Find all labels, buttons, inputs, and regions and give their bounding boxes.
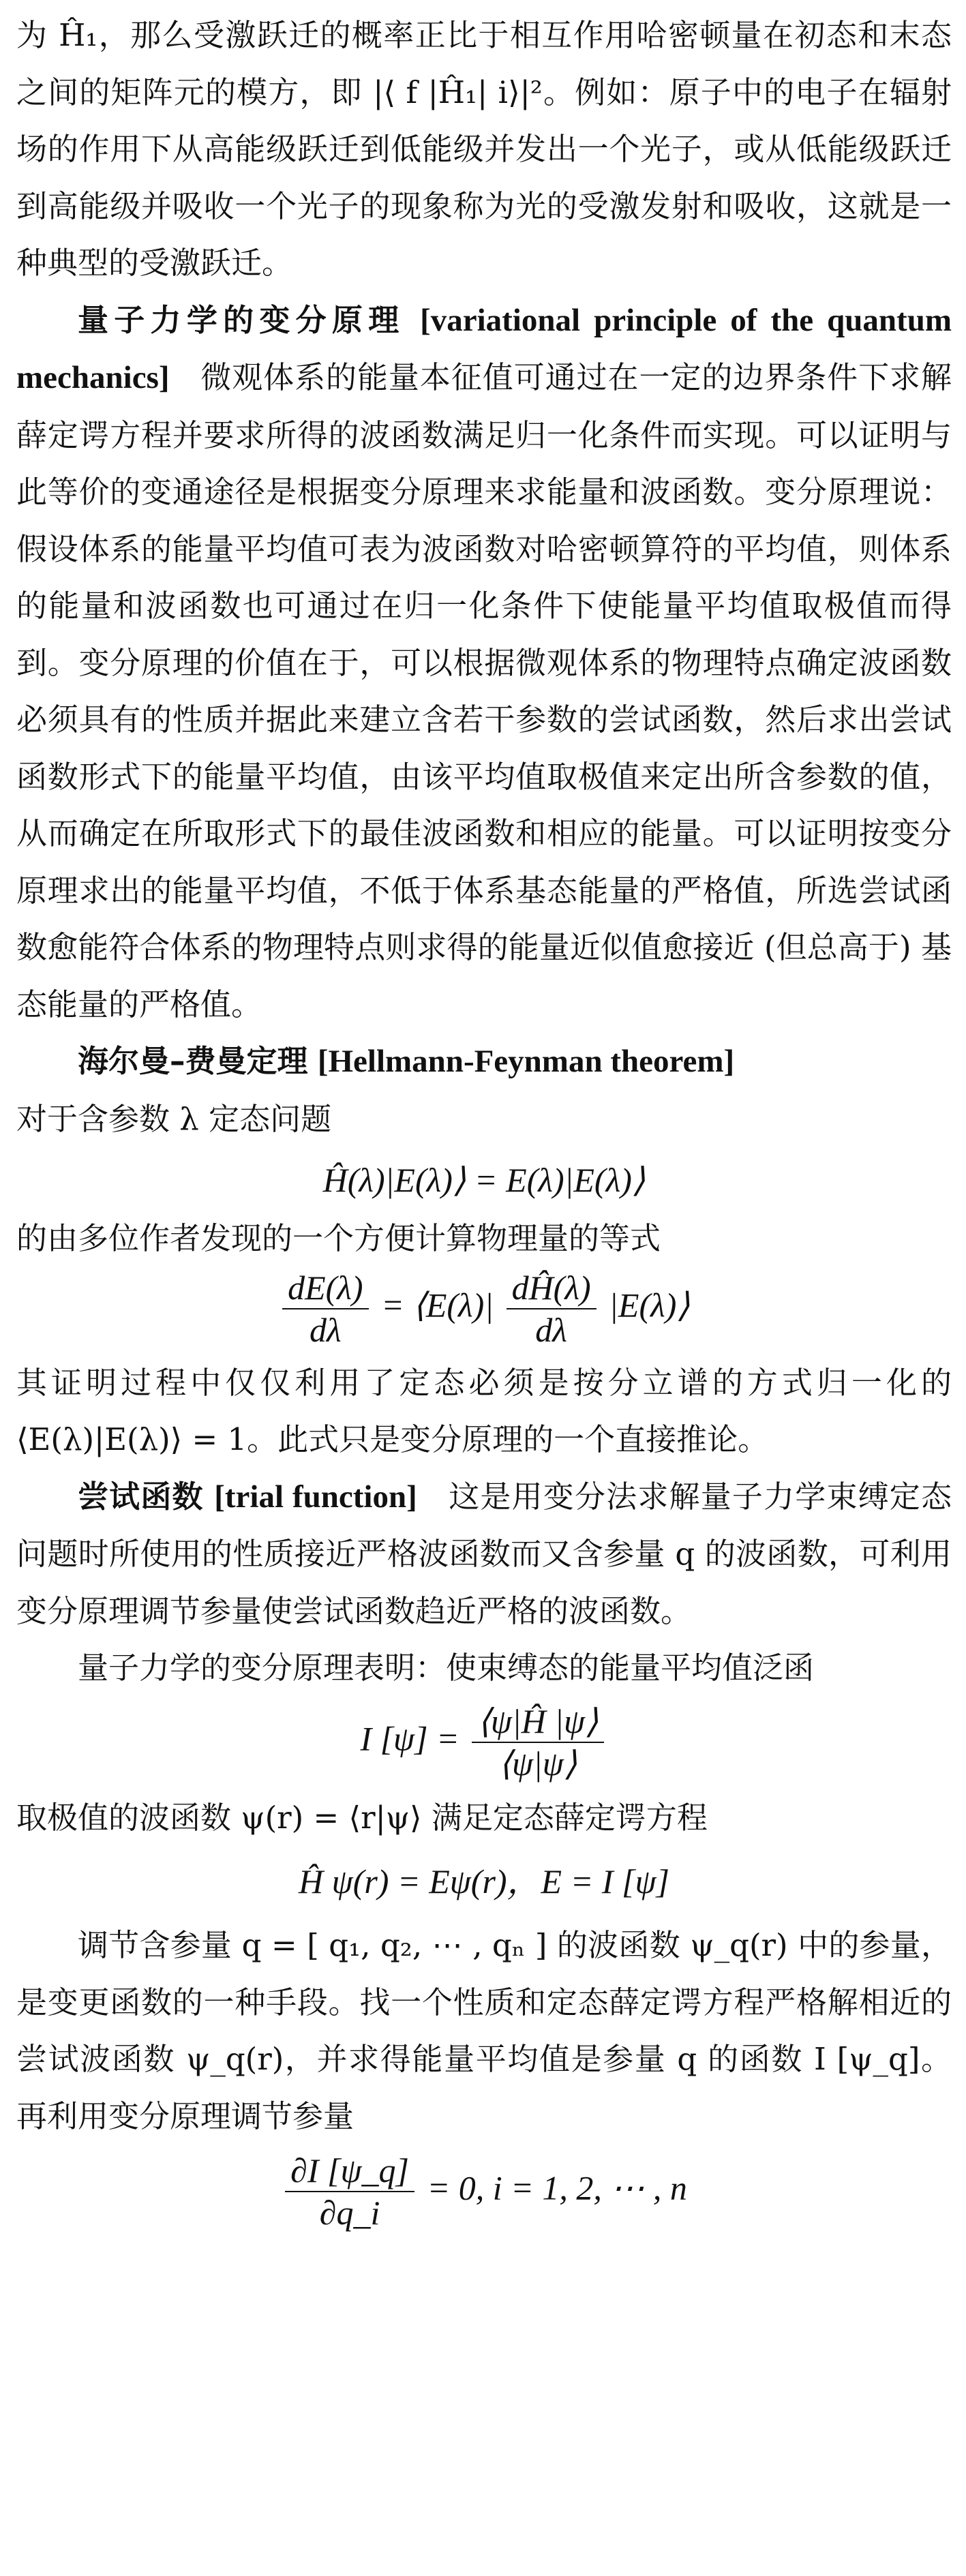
entry-english-term: [trial function] <box>214 1479 417 1515</box>
entry-term: 海尔曼–费曼定理 <box>78 1043 308 1079</box>
page-content <box>16 7 952 2233</box>
equation-variation-condition: $\frac{\partial I [\psi\_q]}{\partial q\_i}$ = 0, i = 1, 2, ⋯ , n <box>16 2150 952 2233</box>
entry-term: 尝试函数 <box>78 1478 204 1515</box>
fraction: $\frac{\partial I [\psi\_q]}{\partial q\_i}$ <box>285 2150 414 2233</box>
entry-variational-principle <box>16 292 952 1033</box>
trial-paragraph-3: 取极值的波函数 ψ(r) = ⟨r|ψ⟩ 满足定态薛定谔方程 <box>16 1799 708 1836</box>
entry-english-term: [variational principle of the quantum mechanics] <box>16 302 952 395</box>
entry-english-term: [Hellmann-Feynman theorem] <box>317 1044 735 1079</box>
trial-paragraph-4: 调节含参量 q = [ q₁, q₂, ⋯ , qₙ ] 的波函数 ψ_q(r) 中的参量，是变更函数的一种手段。找一个性质和定态薛定谔方程严格解相近的尝试波函数 ψ_q(r)，并求得能量平均值是参量 q 的函数 I [ψ_q]。再利用变分原理调节参量 <box>16 1927 952 2134</box>
entry-trial-function <box>16 1468 952 1640</box>
trial-paragraph-2: 量子力学的变分原理表明：使束缚态的能量平均值泛函 <box>78 1650 815 1686</box>
entry-term: 量子力学的变分原理 <box>78 301 405 338</box>
hf-proof-note: 其证明过程中仅仅利用了定态必须是按分立谱的方式归一化的 ⟨E(λ)|E(λ)⟩ = 1。此式只是变分原理的一个直接推论。 <box>16 1364 952 1457</box>
equation-energy-functional: I [ψ] = $\frac{⟨\psi|Ĥ |\psi⟩}{⟨\psi|\psi⟩}$ <box>16 1701 952 1784</box>
fraction: $\frac{⟨\psi|Ĥ |\psi⟩}{⟨\psi|\psi⟩}$ <box>472 1701 603 1784</box>
hf-mid-text: 的由多位作者发现的一个方便计算物理量的等式 <box>16 1220 661 1256</box>
fraction: $\frac{dĤ(\lambda)}{d\lambda}$ <box>507 1267 597 1350</box>
entry-body: 微观体系的能量本征值可通过在一定的边界条件下求解薛定谔方程并要求所得的波函数满足归一化条件而实现。可以证明与此等价的变通途径是根据变分原理来求能量和波函数。变分原理说：假设体系的能量平均值可表为波函数对哈密顿算符的平均值，则体系的能量和波函数也可通过在归一化条件下使能量平均值取极值而得到。变分原理的价值在于，可以根据微观体系的物理特点确定波函数必须具有的性质并据此来建立含若干参数的尝试函数，然后求出尝试函数形式下的能量平均值，由该平均值取极值来定出所含参数的值，从而确定在所取形式下的最佳波函数和相应的能量。可以证明按变分原理求出的能量平均值，不低于体系基态能量的严格值，所选尝试函数愈能符合体系的物理特点则求得的能量近似值愈接近 (但总高于) 基态能量的严格值。 <box>16 359 952 1022</box>
equation-eigen: Ĥ(λ)|E(λ)⟩ = E(λ)|E(λ)⟩ <box>322 1161 646 1199</box>
equation-hellmann-feynman: $\frac{dE(\lambda)}{d\lambda}$ = ⟨E(λ)| $\frac{dĤ(\lambda)}{d\lambda}$ |E(λ)⟩ <box>16 1267 952 1350</box>
hf-intro: 对于含参数 λ 定态问题 <box>16 1100 332 1137</box>
entry-body: 这是用变分法求解量子力学束缚定态问题时所使用的性质接近严格波函数而又含参量 q 的波函数，可利用变分原理调节参量使尝试函数趋近严格的波函数。 <box>16 1478 952 1629</box>
equation-schrodinger: Ĥ ψ(r) = Eψ(r)，E = I [ψ] <box>299 1862 669 1900</box>
fraction: $\frac{dE(\lambda)}{d\lambda}$ <box>282 1267 369 1350</box>
entry-hellmann-feynman <box>16 1033 952 1091</box>
paragraph-stimulated-transition: 为 Ĥ₁，那么受激跃迁的概率正比于相互作用哈密顿量在初态和末态之间的矩阵元的模方，即 |⟨ f |Ĥ₁| i⟩|²。例如：原子中的电子在辐射场的作用下从高能级跃迁到低能级并发出一个光子，或从低能级跃迁到高能级并吸收一个光子的现象称为光的受激发射和吸收，这就是一种典型的受激跃迁。 <box>16 17 952 281</box>
